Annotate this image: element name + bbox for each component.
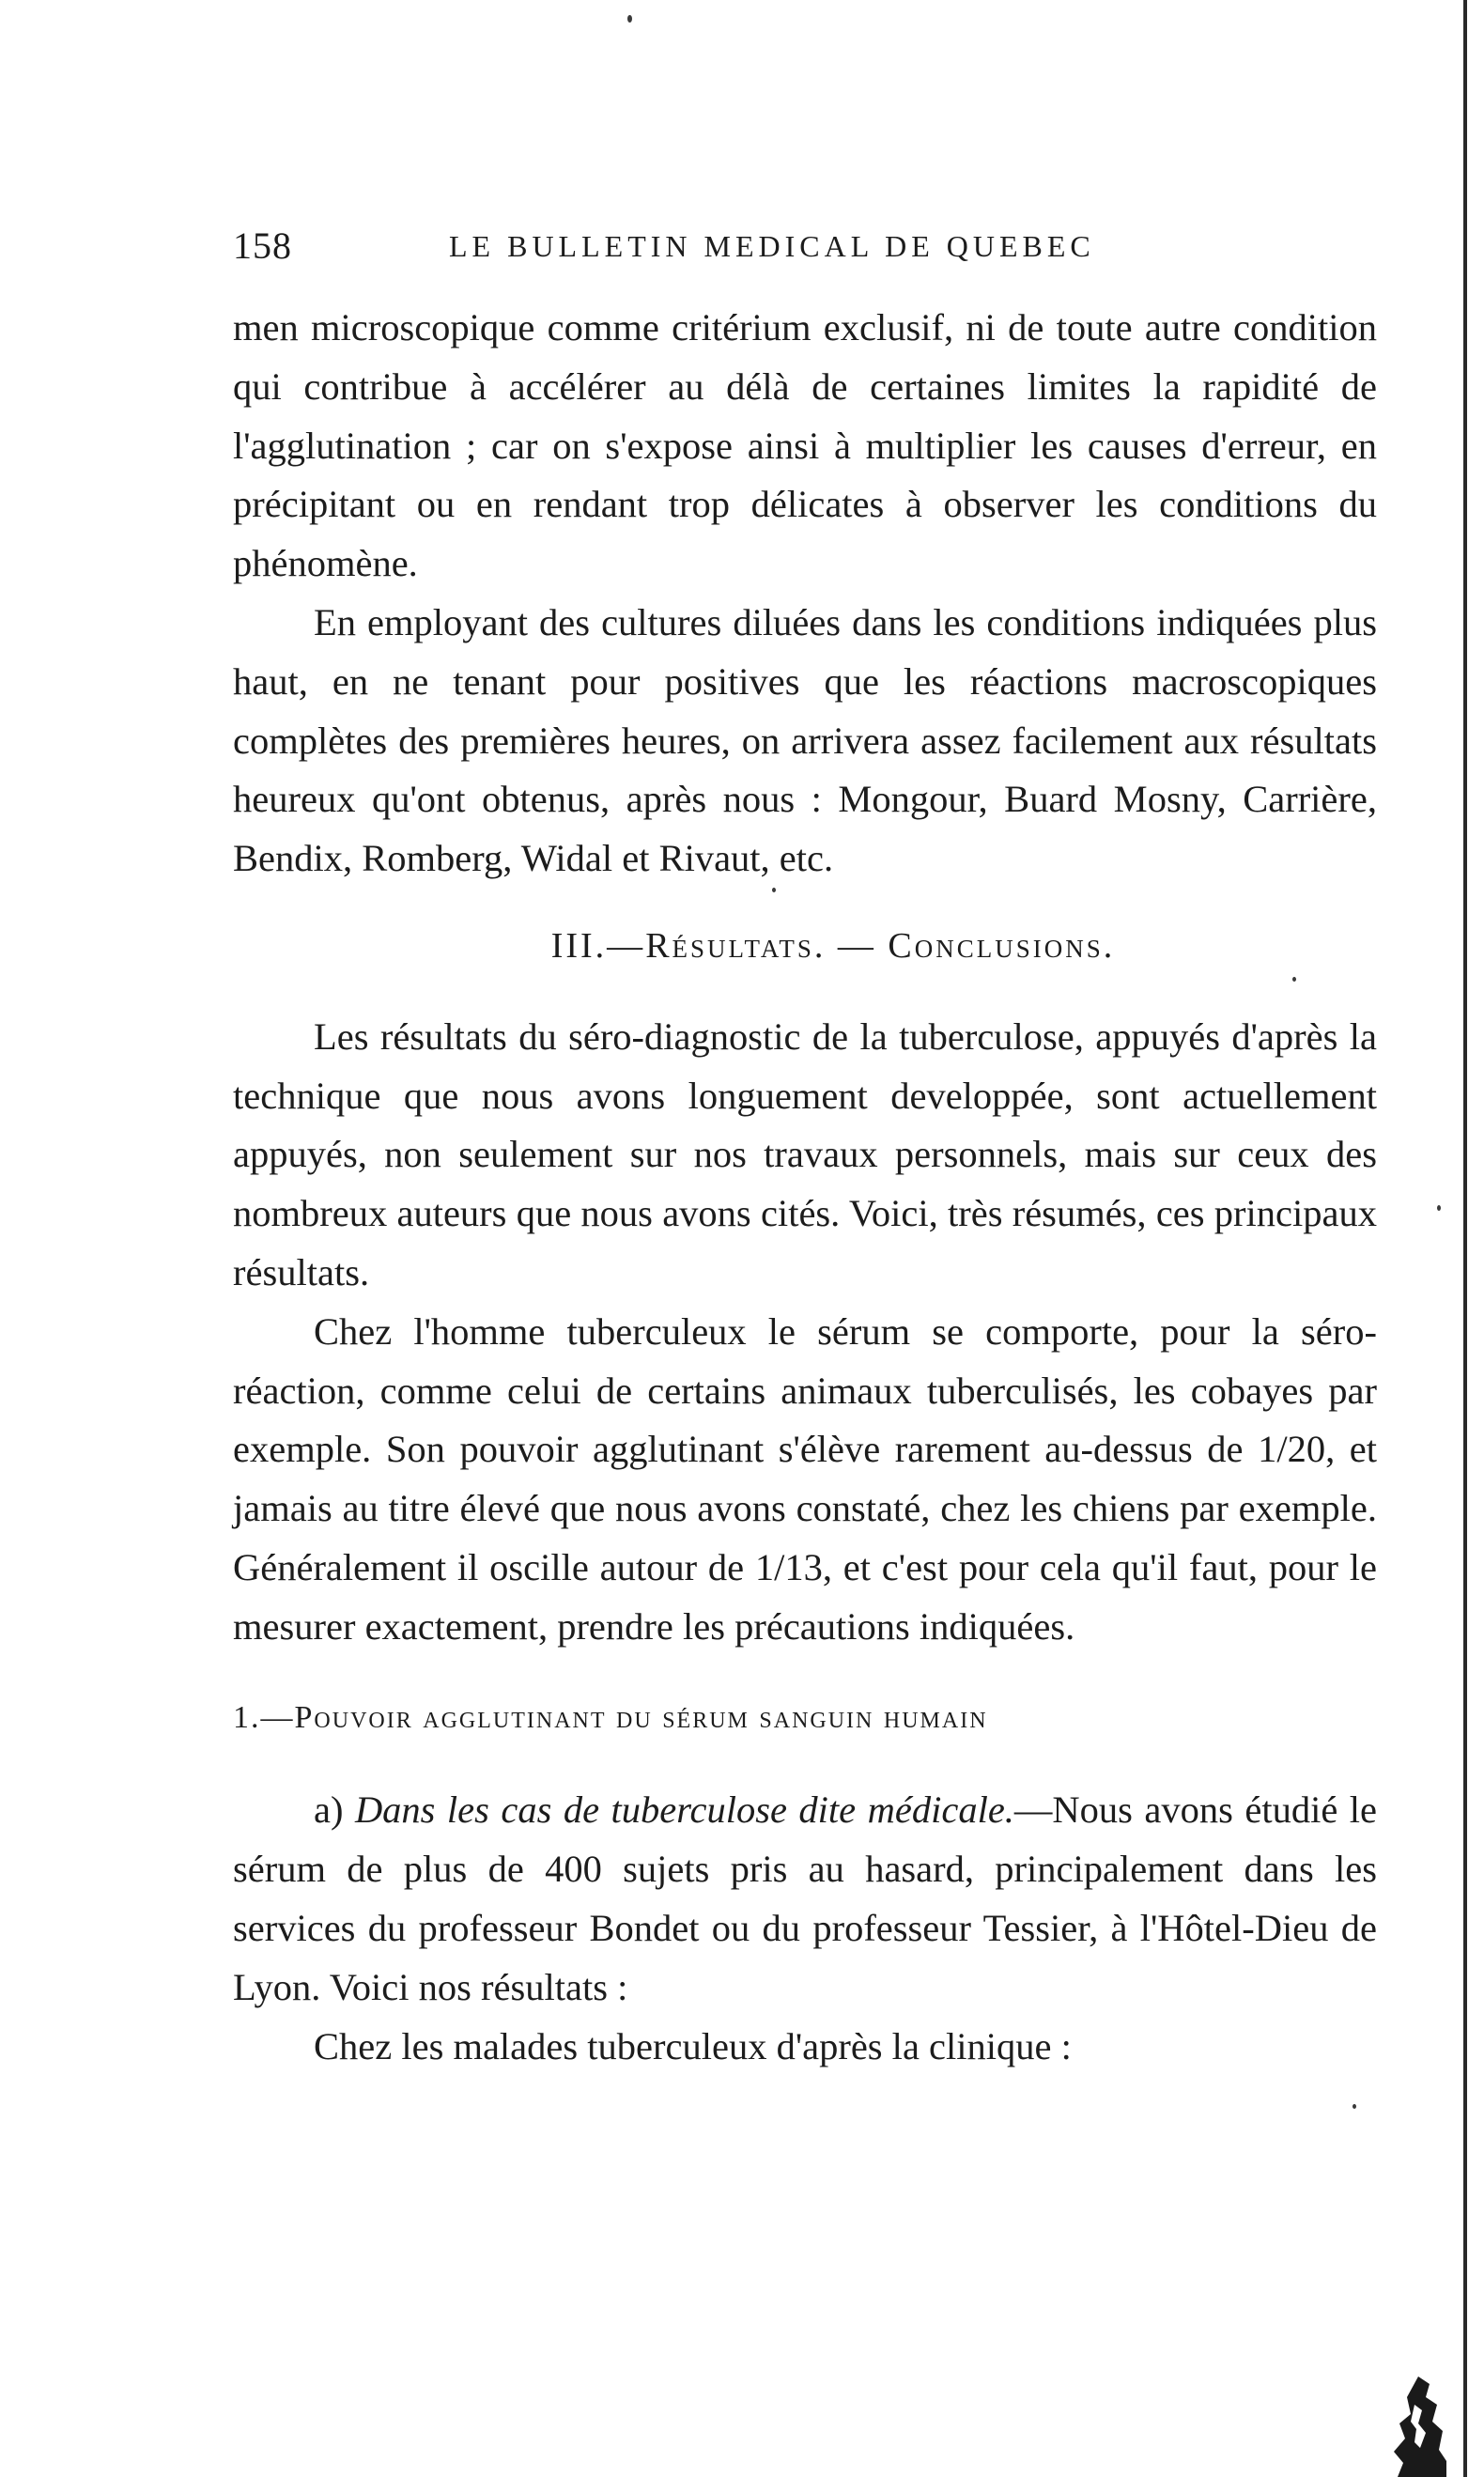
section-title-results: Résultats: [645, 925, 814, 966]
scan-edge-rule: [1463, 0, 1467, 2477]
scan-speck: [1292, 977, 1296, 982]
scan-speck: [1353, 2104, 1356, 2109]
paragraph-cultures: En employant des cultures diluées dans les conditions indiquées plus haut, en ne tenant pour positives que les réactions macroscopiques complètes des premières heures, on arrivera assez facilement aux résultats heureux qu'ont obtenus, après nous : Mongour, Buard Mosny, Carrière, Bendix, Romberg, Widal et Rivaut, etc.: [233, 600, 1377, 880]
section-end: .: [1103, 925, 1116, 966]
section-title-conclusions: Conclusions: [888, 925, 1104, 966]
page-number: 158: [233, 224, 292, 267]
page-header: [233, 224, 1198, 280]
scan-speck: [627, 15, 632, 23]
paragraph-continuation: men microscopique comme critérium exclusif, ni de toute autre condition qui contribue à accélérer au délà de certaines limites la rapidité de l'agglutination ; car on s'expose ainsi à multiplier les causes d'erreur, en précipitant ou en rendant trop délicates à observer les conditions du phénomène.: [233, 306, 1377, 585]
paragraph-patients: Chez les malades tuberculeux d'après la clinique :: [314, 2024, 1072, 2067]
subheading-title: Pouvoir agglutinant du sérum sanguin humain: [294, 1699, 988, 1735]
running-title: LE BULLETIN MEDICAL DE QUEBEC: [449, 229, 1095, 263]
case-label: a): [314, 1788, 344, 1832]
paragraph-medical-cases: [233, 1781, 1377, 2017]
subheading: [233, 1689, 1377, 1748]
section-heading: [233, 917, 1377, 976]
paragraph-tuberculous-man: Chez l'homme tuberculeux le sérum se comporte, pour la séro-réaction, comme celui de certains animaux tuberculisés, les cobayes par exemple. Son pouvoir agglutinant s'élève rarement au-dessus de 1/20, et jamais au titre élevé que nous avons constaté, chez les chiens par exemple. Généralement il oscille autour de 1/13, et c'est pour cela qu'il faut, pour le mesurer exactement, prendre les précautions indiquées.: [233, 1309, 1377, 1648]
scan-speck: [772, 888, 776, 892]
scan-corner-artifact: [1381, 2376, 1446, 2477]
section-numeral: III.—: [550, 925, 646, 966]
case-text: —Nous avons étudié le sérum de plus de 400 sujets pris au hasard, principalement dans les services du professeur Bondet ou du professeur Tessier, à l'Hôtel-Dieu de Lyon. Voici nos résultats :: [233, 1788, 1377, 2008]
case-heading: Dans les cas de tuberculose dite médicale.: [354, 1788, 1014, 1832]
scan-speck: [1437, 1205, 1441, 1211]
subheading-number: 1.—: [233, 1699, 295, 1735]
paragraph-results: Les résultats du séro-diagnostic de la tuberculose, appuyés d'après la technique que nous avons longuement developpée, sont actuellement appuyés, non seulement sur nos travaux personnels, mais sur ceux des nombreux auteurs que nous avons cités. Voici, très résumés, ces principaux résultats.: [233, 1014, 1377, 1293]
body-text: [233, 299, 1377, 2076]
section-separator: . —: [813, 925, 889, 966]
